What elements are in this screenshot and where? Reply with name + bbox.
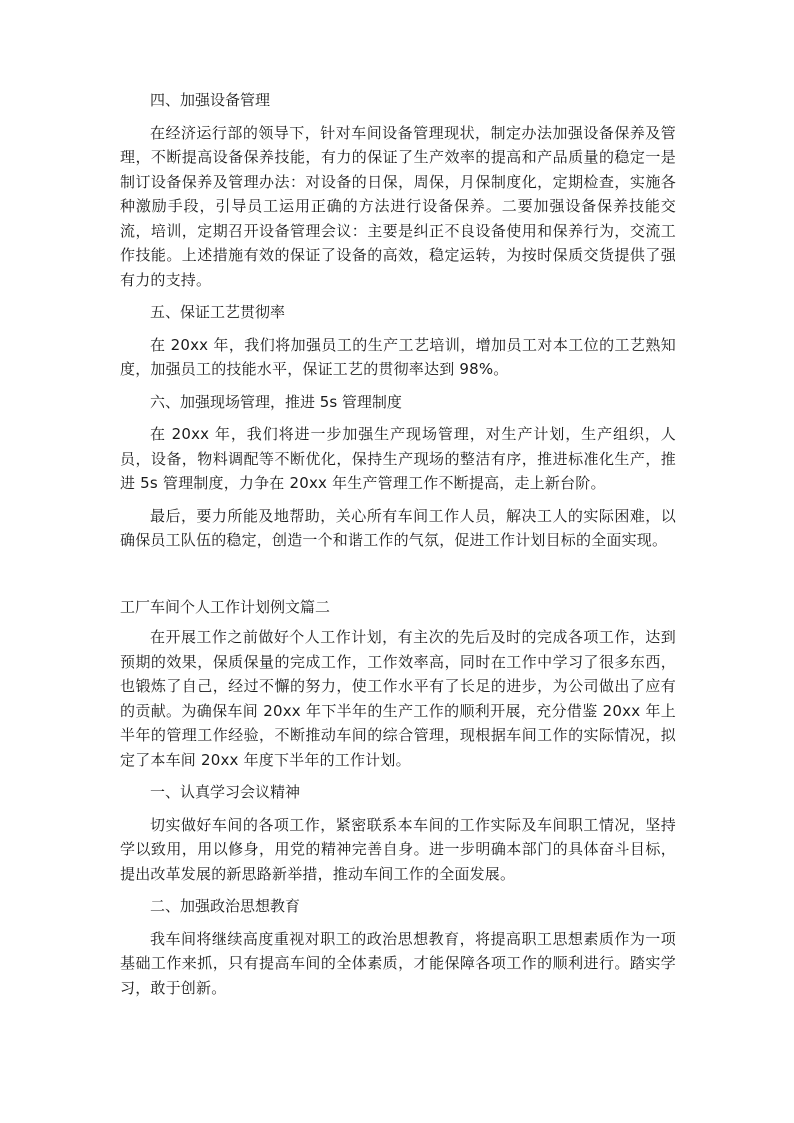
- section-heading-education: 二、加强政治思想教育: [150, 897, 301, 915]
- article-title: 工厂车间个人工作计划例文篇二: [120, 597, 331, 616]
- paragraph-equipment: 在经济运行部的领导下，针对车间设备管理现状，制定办法加强设备保养及管理，不断提高设备保养技能，有力的保证了生产效率的提高和产品质量的稳定一是制订设备保养及管理办法：对设备的日保，周保，月保制度化，定期检查，实施各种激励手段，引导员工运用正确的方法进行设备保养。二要加强设备保养技能交流，培训，定期召开设备管理会议：主要是纠正不良设备使用和保养行为，交流工作技能。上述措施有效的保证了设备的高效，稳定运转，为按时保质交货提供了强有力的支持。: [120, 123, 676, 289]
- paragraph-education: 我车间将继续高度重视对职工的政治思想教育，将提高职工思想素质作为一项基础工作来抓，只有提高车间的全体素质，才能保障各项工作的顺利进行。踏实学习，敢于创新。: [120, 929, 676, 997]
- paragraph-intro: 在开展工作之前做好个人工作计划，有主次的先后及时的完成各项工作，达到预期的效果，保质保量的完成工作，工作效率高，同时在工作中学习了很多东西，也锻炼了自己，经过不懈的努力，使工作水平有了长足的进步，为公司做出了应有的贡献。为确保车间 20xx 年下半年的生产工作的顺利开展，充分借鉴 20xx 年上半年的管理工作经验，不断推动车间的综合管理，现根据车间工作的实际情况，拟定了本车间 20xx 年度下半年的工作计划。: [120, 628, 676, 769]
- paragraph-meeting: 切实做好车间的各项工作，紧密联系本车间的工作实际及车间职工情况，坚持学以致用，用以修身，用党的精神完善自身。进一步明确本部门的具体奋斗目标，提出改革发展的新思路新举措，推动车间工作的全面发展。: [120, 815, 676, 883]
- paragraph-process: 在 20xx 年，我们将加强员工的生产工艺培训，增加员工对本工位的工艺熟知度，加强员工的技能水平，保证工艺的贯彻率达到 98%。: [120, 335, 676, 378]
- section-heading-process: 五、保证工艺贯彻率: [150, 303, 286, 321]
- document-body: [120, 88, 676, 1008]
- section-heading-equipment: 四、加强设备管理: [150, 91, 271, 109]
- paragraph-site: 在 20xx 年，我们将进一步加强生产现场管理，对生产计划，生产组织，人员，设备，物料调配等不断优化，保持生产现场的整洁有序，推进标准化生产，推进 5s 管理制度，力争在 20xx 年生产管理工作不断提高，走上新台阶。: [120, 425, 676, 492]
- section-heading-meeting: 一、认真学习会议精神: [150, 783, 301, 801]
- paragraph-closing: 最后，要力所能及地帮助，关心所有车间工作人员，解决工人的实际困难，以确保员工队伍的稳定，创造一个和谐工作的气氛，促进工作计划目标的全面实现。: [120, 506, 676, 549]
- section-heading-site: 六、加强现场管理，推进 5s 管理制度: [150, 392, 402, 411]
